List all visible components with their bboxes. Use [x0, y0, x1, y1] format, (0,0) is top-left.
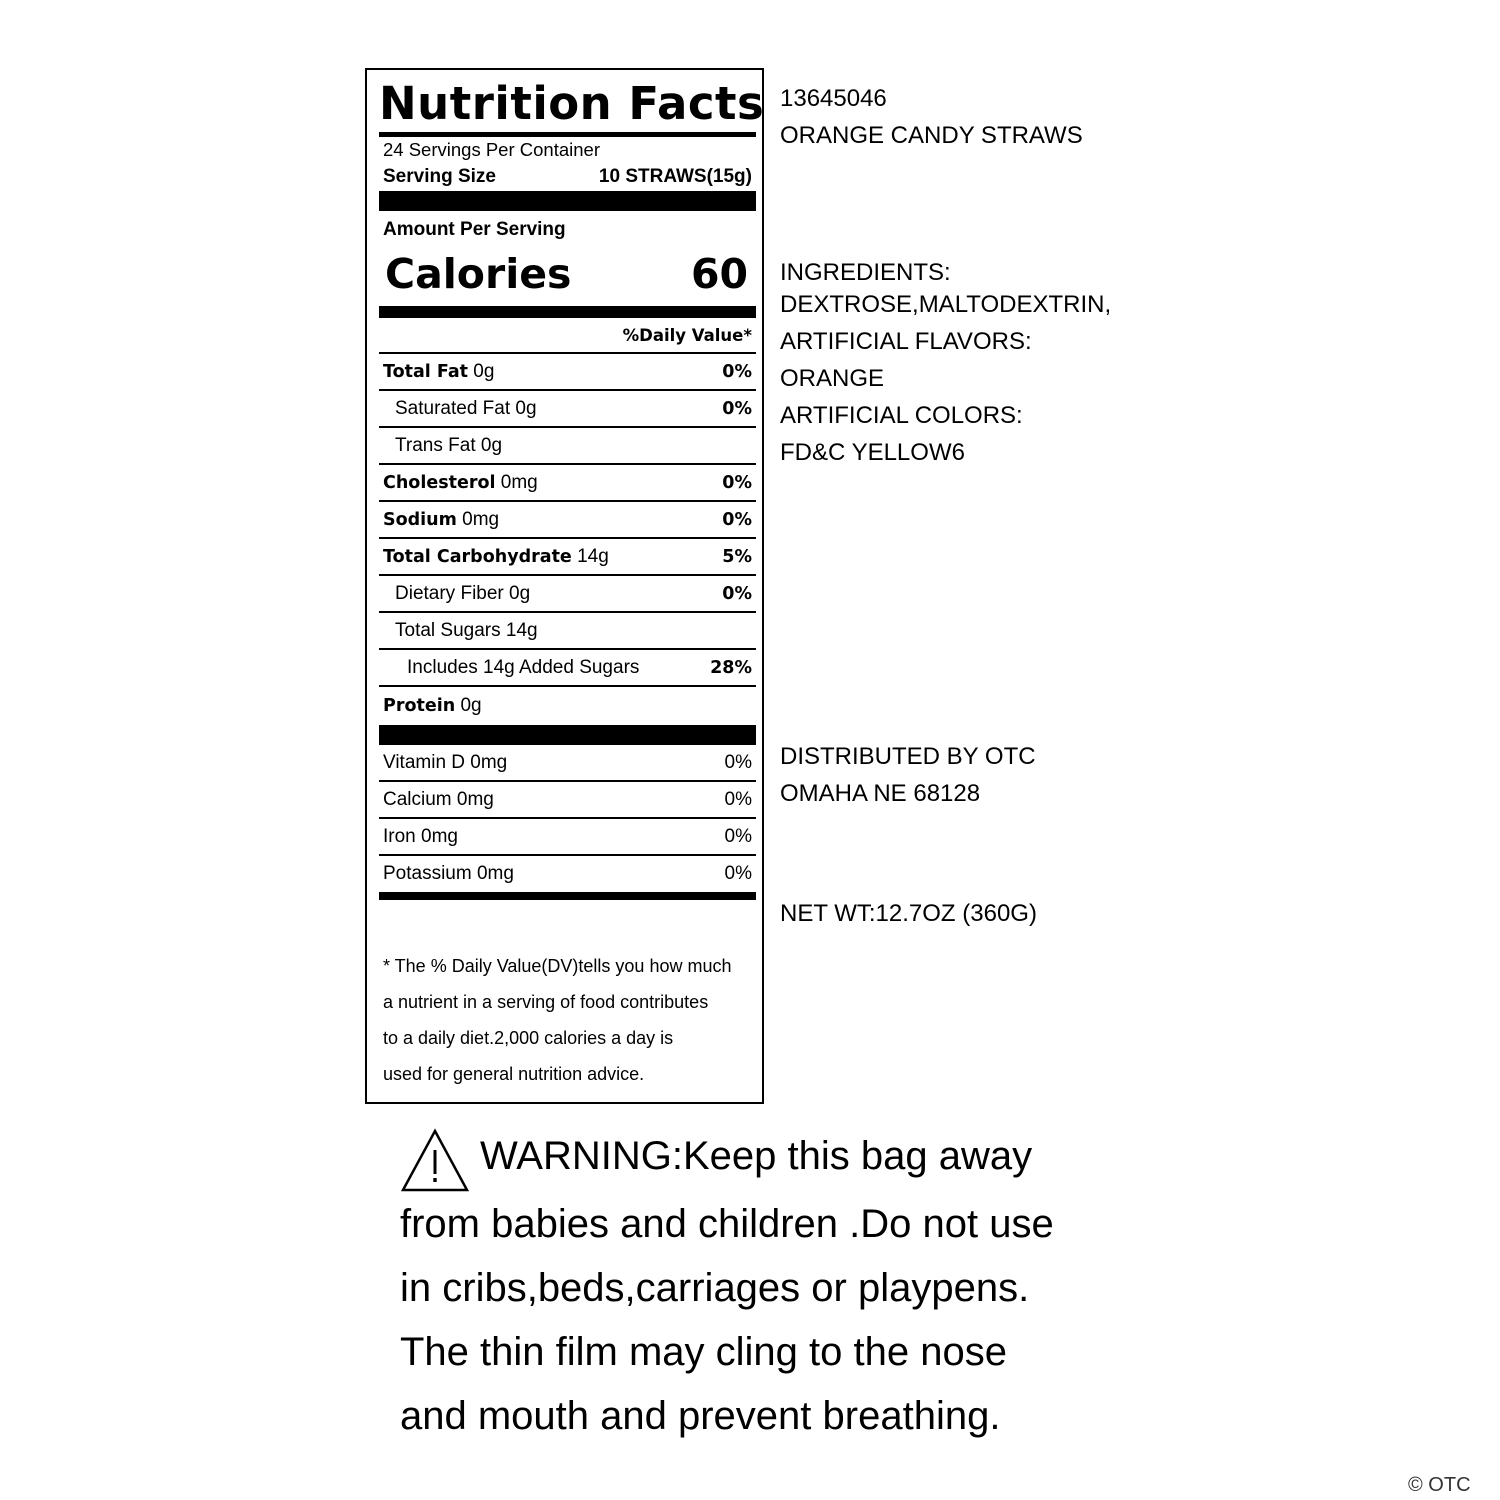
vitamin-row-vitamin-d: Vitamin D 0mg 0% — [379, 745, 756, 782]
warning-line: and mouth and prevent breathing. — [400, 1394, 1001, 1438]
divider-thick — [379, 191, 756, 211]
vitamin-row-iron: Iron 0mg 0% — [379, 819, 756, 856]
warning-line: WARNING:Keep this bag away — [400, 1124, 1054, 1192]
distributor-block: DISTRIBUTED BY OTC OMAHA NE 68128 — [780, 743, 1036, 807]
net-weight: NET WT:12.7OZ (360G) — [780, 900, 1037, 927]
serving-size-label: Serving Size — [383, 166, 496, 187]
nutrient-row-added-sugars: Includes 14g Added Sugars 28% — [379, 650, 756, 687]
serving-size-row — [379, 163, 756, 191]
ingredients-block: INGREDIENTS: DEXTROSE,MALTODEXTRIN, ARTIFICIAL FLAVORS: ORANGE ARTIFICIAL COLORS: FD&C YELLOW6 — [780, 259, 1112, 466]
nutrition-title: Nutrition Facts — [379, 77, 765, 130]
calories-label: Calories — [385, 249, 572, 298]
nutrient-row-dietary-fiber: Dietary Fiber 0g 0% — [379, 576, 756, 613]
nutrient-row-protein: Protein 0g — [383, 695, 482, 716]
product-code: 13645046 — [780, 85, 887, 112]
nutrition-facts-label — [379, 70, 765, 1092]
nutrient-row-sodium: Sodium 0mg 0% — [379, 502, 756, 539]
warning-line: from babies and children .Do not use — [400, 1202, 1054, 1246]
calories-value: 60 — [690, 249, 748, 298]
warning-triangle-icon — [400, 1128, 470, 1192]
warning-line: The thin film may cling to the nose — [400, 1330, 1007, 1374]
product-name: ORANGE CANDY STRAWS — [780, 122, 1083, 149]
serving-size-value: 10 STRAWS(15g) — [598, 166, 752, 187]
vitamin-row-potassium: Potassium 0mg 0% — [383, 863, 752, 884]
divider-bottom — [379, 892, 756, 900]
divider-heavy — [379, 306, 756, 318]
nutrition-facts-panel — [365, 68, 764, 1104]
amount-per-serving: Amount Per Serving — [383, 219, 566, 240]
nutrient-row-trans-fat: Trans Fat 0g — [379, 428, 756, 465]
daily-value-footnote: * The % Daily Value(DV)tells you how much a nutrient in a serving of food contributes to a daily diet.2,000 calories a day is used for general nutrition advice. — [383, 956, 732, 1084]
daily-value-header-text: %Daily Value* — [622, 325, 752, 345]
product-info — [780, 80, 1083, 154]
vitamin-row-calcium: Calcium 0mg 0% — [379, 782, 756, 819]
warning-line: in cribs,beds,carriages or playpens. — [400, 1266, 1030, 1310]
nutrient-row-total-sugars: Total Sugars 14g — [379, 613, 756, 650]
nutrient-row-saturated-fat: Saturated Fat 0g 0% — [379, 391, 756, 428]
nutrient-row-total-carbohydrate: Total Carbohydrate 14g 5% — [379, 539, 756, 576]
daily-value-header — [379, 318, 756, 354]
servings-per-container: 24 Servings Per Container — [383, 139, 600, 160]
divider-thick-vitamins — [379, 725, 756, 745]
brand-mark: © OTC — [1408, 1474, 1471, 1496]
warning-block — [400, 1124, 1054, 1448]
nutrient-row-total-fat: Total Fat 0g 0% — [379, 354, 756, 391]
calories-row — [379, 241, 756, 306]
nutrient-row-cholesterol: Cholesterol 0mg 0% — [379, 465, 756, 502]
